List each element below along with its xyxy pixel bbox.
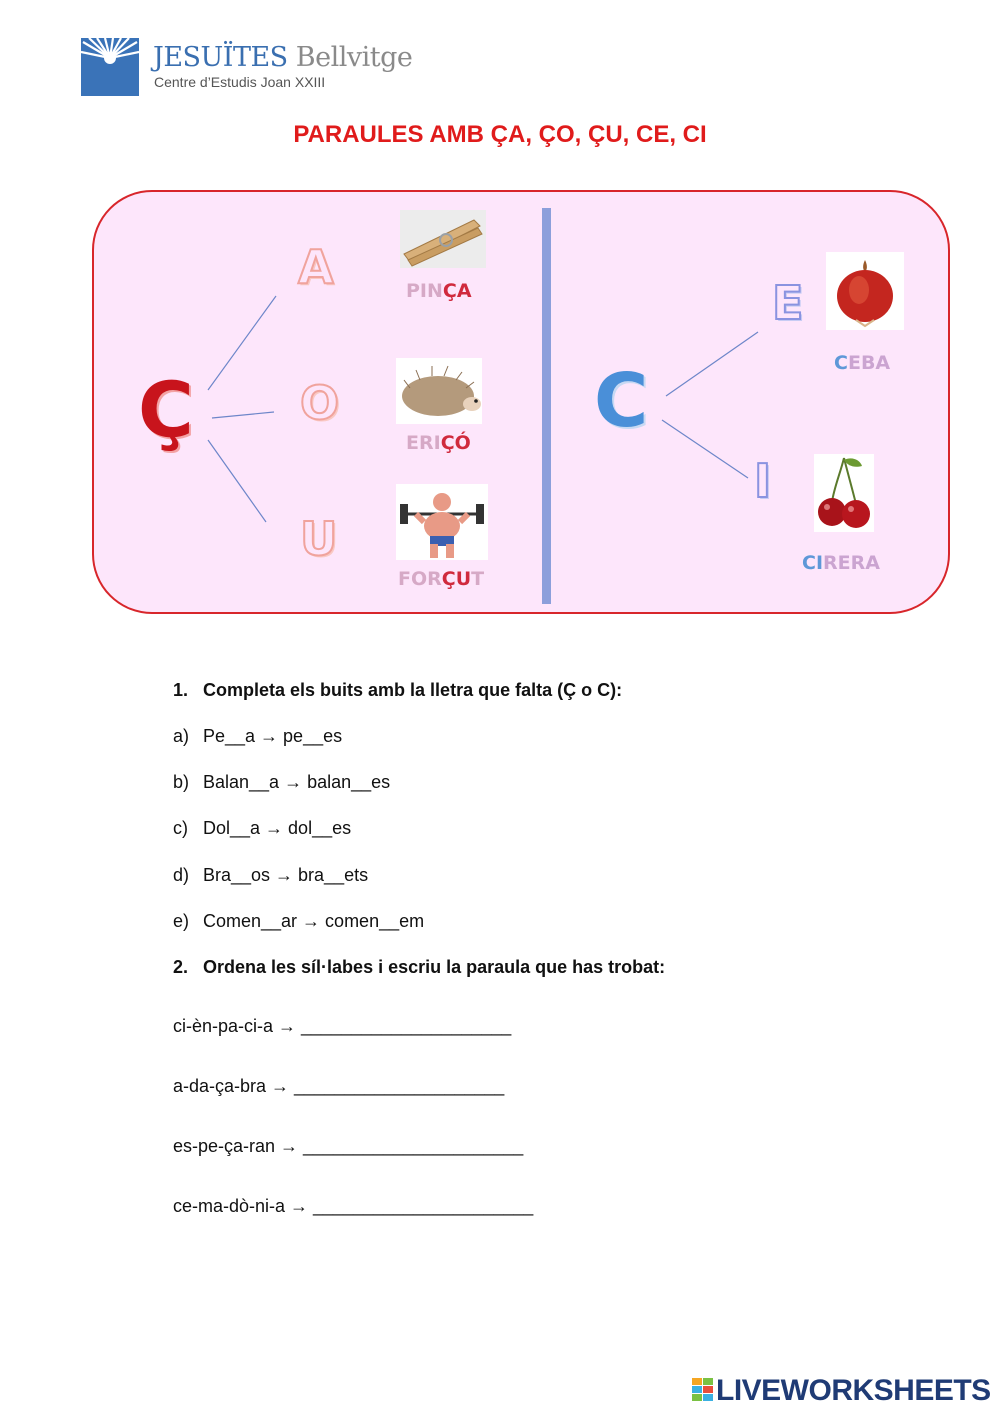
weightlifter-picture	[396, 484, 488, 560]
cherries-picture	[814, 454, 874, 532]
logo-tagline: Centre d’Estudis Joan XXIII	[154, 74, 326, 90]
connector-line	[212, 412, 274, 418]
word-pinca: PINÇA	[406, 280, 472, 302]
vowel-u: U	[300, 512, 338, 566]
clothes-peg-picture	[400, 210, 486, 268]
letter-diagram-panel	[92, 190, 950, 614]
exercise-1-item: a) Pe__a → pe__es	[173, 726, 343, 746]
center-divider	[542, 208, 551, 604]
vowel-o: O	[300, 376, 340, 430]
vowel-i: I	[754, 454, 772, 508]
hedgehog-picture	[396, 358, 482, 424]
exercise-1-item: b) Balan__a → balan__es	[173, 772, 391, 792]
connector-line	[208, 296, 276, 390]
exercise-2-item[interactable]: ci-èn-pa-ci-a → _____________________	[173, 1016, 512, 1036]
connector-line	[662, 420, 748, 478]
word-erico: ERIÇÓ	[406, 432, 471, 454]
word-forcut: FORÇUT	[398, 568, 485, 590]
exercise-1-item: d) Bra__os → bra__ets	[173, 865, 369, 885]
school-logo	[81, 38, 413, 100]
connector-line	[208, 440, 266, 522]
onion-picture	[826, 252, 904, 330]
exercise-2-instruction: 2. Ordena les síl·labes i escriu la paraula que has trobat:	[173, 957, 666, 977]
sunburst-logo-icon	[81, 38, 139, 96]
liveworksheets-brand: LIVEWORKSHEETS	[716, 1374, 991, 1407]
exercise-2-item[interactable]: a-da-ça-bra → _____________________	[173, 1076, 505, 1096]
word-cirera: CIRERA	[802, 552, 880, 574]
vowel-a: A	[298, 240, 334, 294]
connector-line	[666, 332, 758, 396]
liveworksheets-icon	[692, 1378, 714, 1402]
cedilla-letter: Ç	[138, 365, 194, 454]
word-ceba: CEBA	[834, 352, 891, 374]
logo-name: JESUÏTES Bellvitge	[153, 42, 413, 73]
page-title: PARAULES AMB ÇA, ÇO, ÇU, CE, CI	[293, 121, 707, 148]
exercise-2-item[interactable]: es-pe-ça-ran → ______________________	[173, 1136, 524, 1156]
exercise-2-item[interactable]: ce-ma-dò-ni-a → ______________________	[173, 1196, 534, 1216]
c-letter: C	[594, 358, 649, 444]
exercise-1-item: e) Comen__ar → comen__em	[173, 911, 425, 931]
exercise-1-item: c) Dol__a → dol__es	[173, 818, 352, 838]
vowel-e: E	[772, 276, 804, 330]
exercise-1-instruction: 1. Completa els buits amb la lletra que falta (Ç o C):	[173, 680, 623, 700]
